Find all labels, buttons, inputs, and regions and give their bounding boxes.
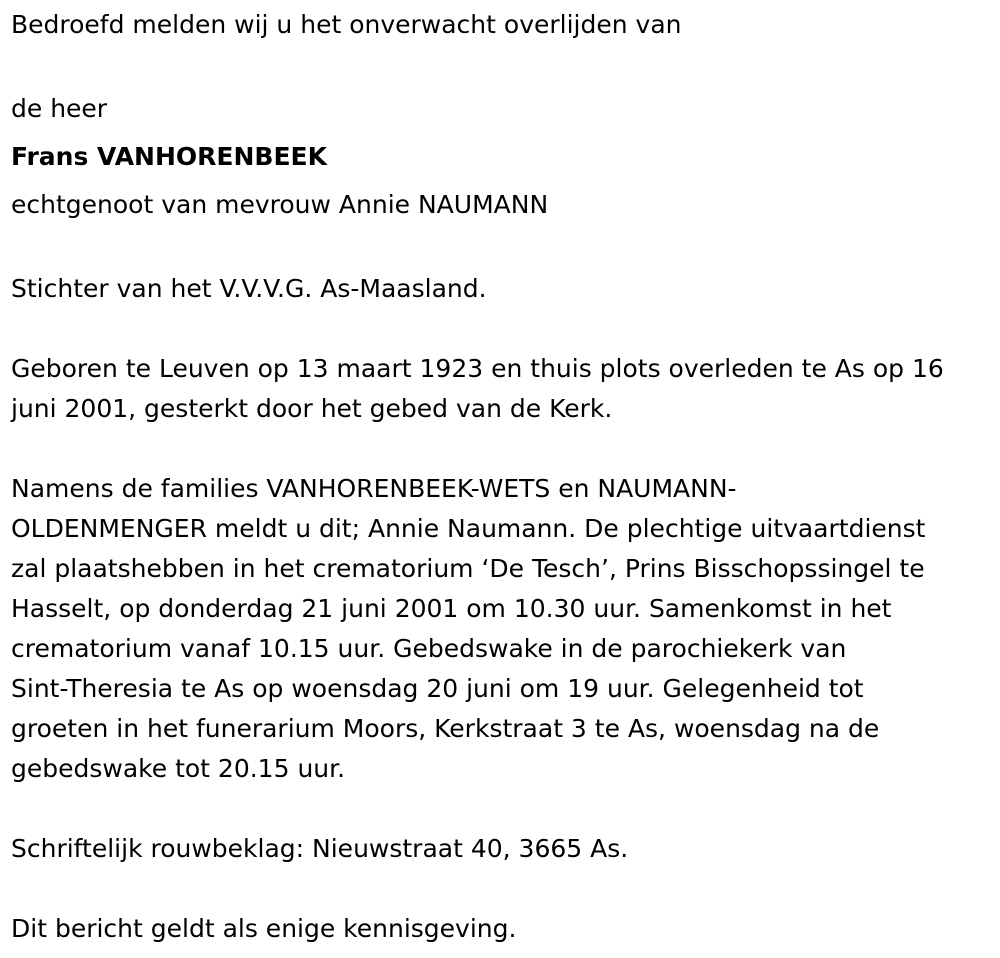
spacer (11, 789, 991, 829)
role-text: Stichter van het V.V.V.G. As-Maasland. (11, 274, 487, 303)
spacer (11, 429, 991, 469)
birth-death-line-1: Geboren te Leuven op 13 maart 1923 en thuis plots overleden te As op 16 (11, 354, 944, 383)
honorific: de heer (11, 94, 108, 123)
deceased-name: Frans VANHORENBEEK (11, 142, 327, 171)
funeral-details-line: crematorium vanaf 10.15 uur. Gebedswake in de parochiekerk van (11, 634, 847, 663)
spacer (11, 45, 991, 85)
spacer (11, 229, 991, 269)
funeral-details-line: gebedswake tot 20.15 uur. (11, 754, 346, 783)
funeral-details-line: Namens de families VANHORENBEEK-WETS en NAUMANN- (11, 474, 737, 503)
funeral-details (11, 469, 991, 789)
funeral-details-line: Sint-Theresia te As op woensdag 20 juni om 19 uur. Gelegenheid tot (11, 674, 864, 703)
spacer (11, 309, 991, 349)
funeral-details-line: zal plaatshebben in het crematorium ‘De Tesch’, Prins Bisschopssingel te (11, 554, 925, 583)
condolences-address: Schriftelijk rouwbeklag: Nieuwstraat 40, 3665 As. (11, 834, 629, 863)
funeral-details-line: OLDENMENGER meldt u dit; Annie Naumann. De plechtige uitvaartdienst (11, 514, 926, 543)
spouse-line: echtgenoot van mevrouw Annie NAUMANN (11, 190, 549, 219)
funeral-details-line: groeten in het funerarium Moors, Kerkstraat 3 te As, woensdag na de (11, 714, 880, 743)
intro-text: Bedroefd melden wij u het onverwacht overlijden van (11, 10, 682, 39)
birth-death-line-2: juni 2001, gesterkt door het gebed van de Kerk. (11, 394, 613, 423)
closing-text: Dit bericht geldt als enige kennisgeving. (11, 914, 517, 943)
spacer (11, 869, 991, 909)
funeral-details-line: Hasselt, op donderdag 21 juni 2001 om 10.30 uur. Samenkomst in het (11, 594, 892, 623)
obituary-notice (11, 5, 991, 949)
